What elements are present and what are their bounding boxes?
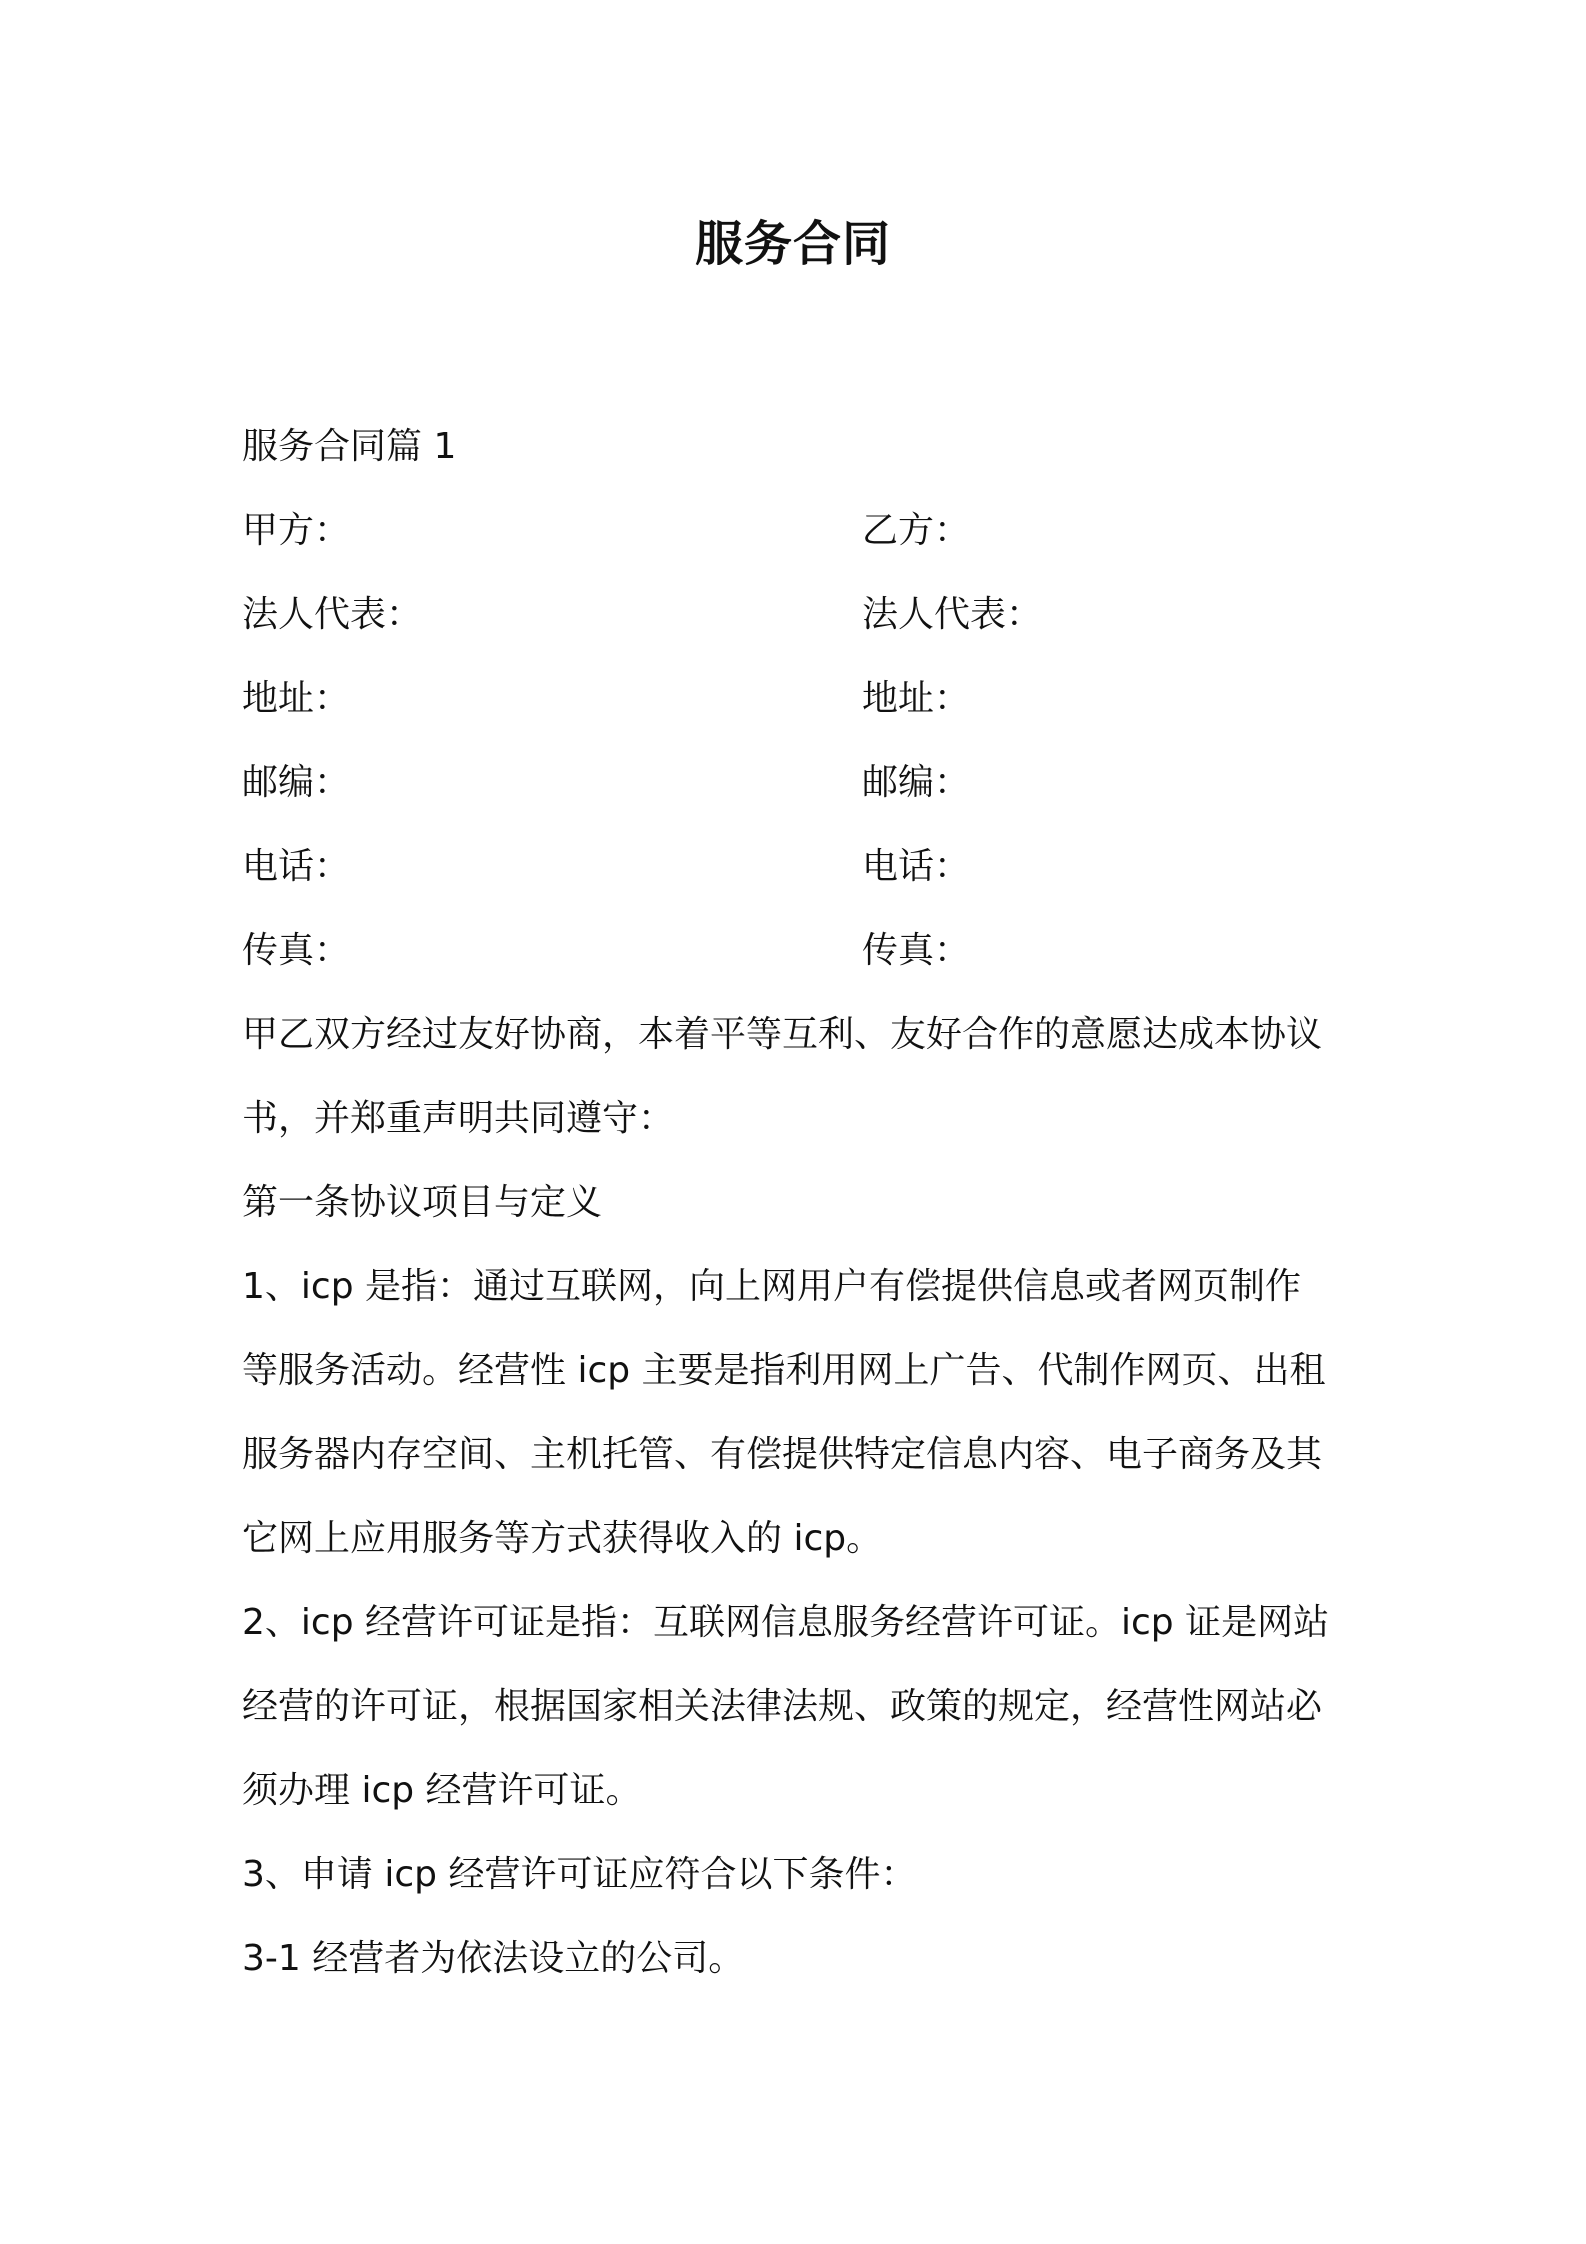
party-a-postcode-label: 邮编： [242, 762, 351, 803]
party-row-postcode [242, 741, 1357, 825]
party-row-fax [242, 909, 1357, 993]
party-a-phone-label: 电话： [242, 846, 351, 887]
party-b-address-label: 地址： [862, 678, 971, 719]
document-body [242, 405, 1357, 2001]
item-3-1-line: 3-1 经营者为依法设立的公司。 [242, 1938, 745, 1979]
item-2-line: 2、icp 经营许可证是指：互联网信息服务经营许可证。icp 证是网站 [242, 1602, 1330, 1643]
party-row-address [242, 657, 1357, 741]
party-a-fax-label: 传真： [242, 930, 351, 971]
item-1-line: 它网上应用服务等方式获得收入的 icp。 [242, 1518, 883, 1559]
item-2-line: 经营的许可证，根据国家相关法律法规、政策的规定，经营性网站必 [242, 1686, 1323, 1727]
party-a-label: 甲方： [242, 510, 351, 551]
item-3-line: 3、申请 icp 经营许可证应符合以下条件： [242, 1854, 917, 1895]
intro-line: 甲乙双方经过友好协商，本着平等互利、友好合作的意愿达成本协议 [242, 1014, 1323, 1055]
item-1-line: 1、icp 是指：通过互联网，向上网用户有偿提供信息或者网页制作 [242, 1266, 1301, 1307]
party-row-legal-rep [242, 573, 1357, 657]
party-b-phone-label: 电话： [862, 846, 971, 887]
section-heading: 服务合同篇 1 [242, 426, 457, 467]
party-row-phone [242, 825, 1357, 909]
item-1-line: 服务器内存空间、主机托管、有偿提供特定信息内容、电子商务及其 [242, 1434, 1323, 1475]
party-b-postcode-label: 邮编： [862, 762, 971, 803]
party-b-legal-rep-label: 法人代表： [862, 594, 1043, 635]
party-a-address-label: 地址： [242, 678, 351, 719]
item-2-line: 须办理 icp 经营许可证。 [242, 1770, 642, 1811]
item-1-line: 等服务活动。经营性 icp 主要是指利用网上广告、代制作网页、出租 [242, 1350, 1326, 1391]
document-title: 服务合同 [694, 216, 891, 272]
article-1-title: 第一条协议项目与定义 [242, 1182, 603, 1223]
party-a-legal-rep-label: 法人代表： [242, 594, 423, 635]
party-row-name [242, 489, 1357, 573]
party-b-label: 乙方： [862, 510, 971, 551]
party-b-fax-label: 传真： [862, 930, 971, 971]
intro-line: 书，并郑重声明共同遵守： [242, 1098, 675, 1139]
